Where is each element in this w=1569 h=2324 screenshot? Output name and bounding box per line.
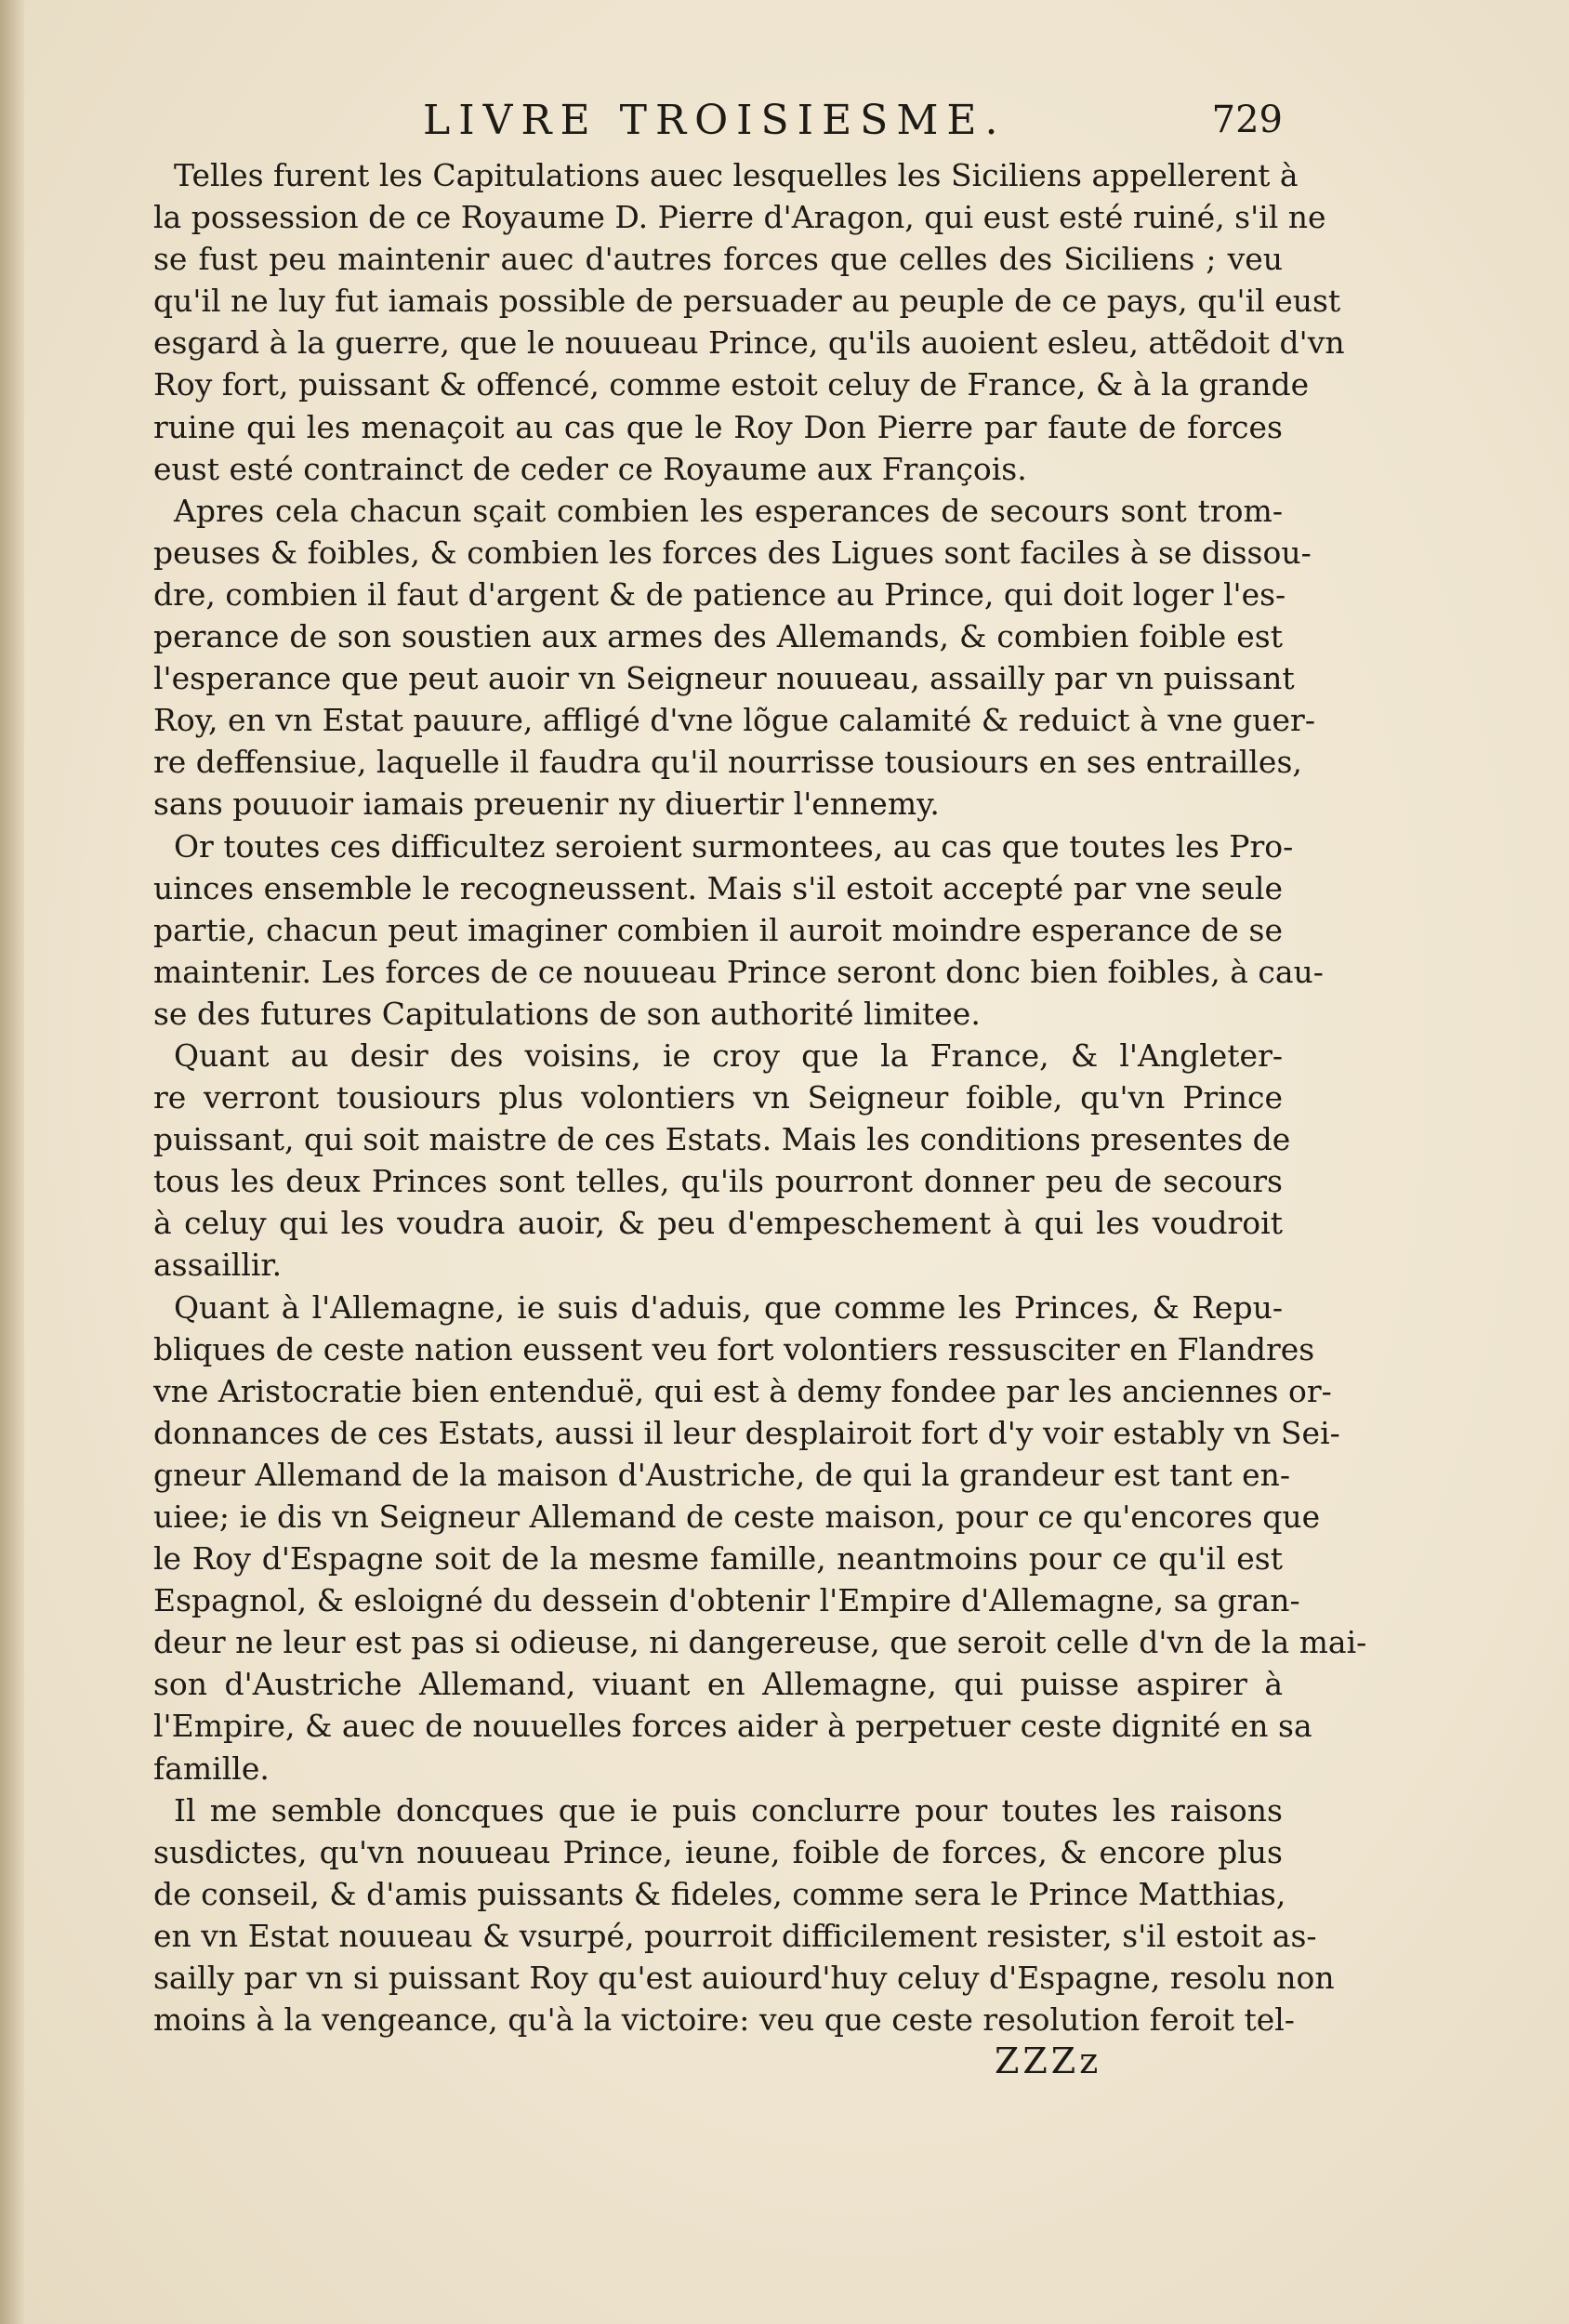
text-line: Telles furent les Capitulations auec lesquelles les Siciliens appellerent à xyxy=(174,157,1299,193)
text-line: perance de son soustien aux armes des Allemands, & combien foible est xyxy=(153,618,1283,655)
text-line: Apres cela chacun sçait combien les esperances de secours sont trom- xyxy=(174,492,1283,529)
text-line: son d'Austriche Allemand, viuant en Allemagne, qui puisse aspirer à xyxy=(153,1666,1283,1703)
text-line: la possession de ce Royaume D. Pierre d'Aragon, qui eust esté ruiné, s'il ne xyxy=(153,199,1326,236)
text-line: de conseil, & d'amis puissants & fideles, comme sera le Prince Matthias, xyxy=(153,1875,1286,1912)
text-line: assaillir. xyxy=(153,1247,283,1284)
text-line: sans pouuoir iamais preuenir ny diuertir l'ennemy. xyxy=(153,786,940,823)
text-line: l'esperance que peut auoir vn Seigneur nouueau, assailly par vn puissant xyxy=(153,660,1295,697)
text-line: se des futures Capitulations de son authorité limitee. xyxy=(153,995,981,1032)
text-line: susdictes, qu'vn nouueau Prince, ieune, foible de forces, & encore plus xyxy=(153,1833,1283,1870)
text-line: donnances de ces Estats, aussi il leur desplairoit fort d'y voir estably vn Sei- xyxy=(153,1414,1340,1451)
text-line: ruine qui les menaçoit au cas que le Roy Don Pierre par faute de forces xyxy=(153,408,1283,445)
text-line: à celuy qui les voudra auoir, & peu d'empeschement à qui les voudroit xyxy=(153,1205,1283,1242)
text-line: en vn Estat nouueau & vsurpé, pourroit difficilement resister, s'il estoit as- xyxy=(153,1917,1317,1954)
text-line: bliques de ceste nation eussent veu fort volontiers ressusciter en Flandres xyxy=(153,1330,1315,1367)
text-line: re deffensiue, laquelle il faudra qu'il nourrisse tousiours en ses entrailles, xyxy=(153,744,1302,781)
signature-mark: ZZZz xyxy=(995,2040,1102,2081)
text-line: se fust peu maintenir auec d'autres forces que celles des Siciliens ; veu xyxy=(153,241,1283,278)
text-line: puissant, qui soit maistre de ces Estats. Mais les conditions presentes de xyxy=(153,1121,1291,1158)
running-title: LIVRE TROISIESME. xyxy=(423,97,1007,144)
text-line: Roy, en vn Estat pauure, affligé d'vne lõgue calamité & reduict à vne guer- xyxy=(153,702,1315,739)
text-line: dre, combien il faut d'argent & de patience au Prince, qui doit loger l'es- xyxy=(153,575,1286,613)
text-line: Or toutes ces difficultez seroient surmontees, au cas que toutes les Pro- xyxy=(174,827,1294,865)
text-line: Quant à l'Allemagne, ie suis d'aduis, que comme les Princes, & Repu- xyxy=(174,1288,1283,1326)
binding-gutter xyxy=(0,0,24,2324)
text-line: qu'il ne luy fut iamais possible de persuader au peuple de ce pays, qu'il eust xyxy=(153,283,1341,320)
text-line: moins à la vengeance, qu'à la victoire: veu que ceste resolution feroit tel- xyxy=(153,2001,1295,2039)
text-line: l'Empire, & auec de nouuelles forces aider à perpetuer ceste dignité en sa xyxy=(153,1708,1312,1745)
text-line: gneur Allemand de la maison d'Austriche, de qui la grandeur est tant en- xyxy=(153,1456,1291,1493)
text-line: tous les deux Princes sont telles, qu'ils pourront donner peu de secours xyxy=(153,1163,1283,1200)
text-line: Espagnol, & esloigné du dessein d'obtenir l'Empire d'Allemagne, sa gran- xyxy=(153,1582,1300,1619)
text-line: sailly par vn si puissant Roy qu'est auiourd'huy celuy d'Espagne, resolu non xyxy=(153,1960,1335,1997)
text-line: esgard à la guerre, que le nouueau Prince, qu'ils auoient esleu, attẽdoit d'vn xyxy=(153,324,1345,362)
text-line: Quant au desir des voisins, ie croy que la France, & l'Angleter- xyxy=(174,1037,1283,1074)
text-line: famille. xyxy=(153,1750,270,1787)
text-line: re verront tousiours plus volontiers vn Seigneur foible, qu'vn Prince xyxy=(153,1079,1283,1116)
text-line: uiee; ie dis vn Seigneur Allemand de ceste maison, pour ce qu'encores que xyxy=(153,1499,1321,1535)
body-text xyxy=(153,154,1367,2040)
page-number: 729 xyxy=(1211,99,1283,141)
page-header xyxy=(153,97,1283,152)
text-line: eust esté contrainct de ceder ce Royaume aux François. xyxy=(153,450,1027,487)
text-line: le Roy d'Espagne soit de la mesme famille, neantmoins pour ce qu'il est xyxy=(153,1540,1283,1578)
text-line: peuses & foibles, & combien les forces des Ligues sont faciles à se dissou- xyxy=(153,534,1312,571)
text-line: deur ne leur est pas si odieuse, ni dangereuse, que seroit celle d'vn de la mai- xyxy=(153,1624,1367,1661)
text-line: partie, chacun peut imaginer combien il auroit moindre esperance de se xyxy=(153,911,1283,948)
text-line: Il me semble doncques que ie puis conclurre pour toutes les raisons xyxy=(174,1791,1283,1829)
text-line: maintenir. Les forces de ce nouueau Prince seront donc bien foibles, à cau- xyxy=(153,953,1324,990)
text-line: vne Aristocratie bien entenduë, qui est à demy fondee par les anciennes or- xyxy=(153,1372,1332,1409)
text-line: uinces ensemble le recogneussent. Mais s'il estoit accepté par vne seule xyxy=(153,869,1283,906)
text-line: Roy fort, puissant & offencé, comme estoit celuy de France, & à la grande xyxy=(153,366,1310,403)
